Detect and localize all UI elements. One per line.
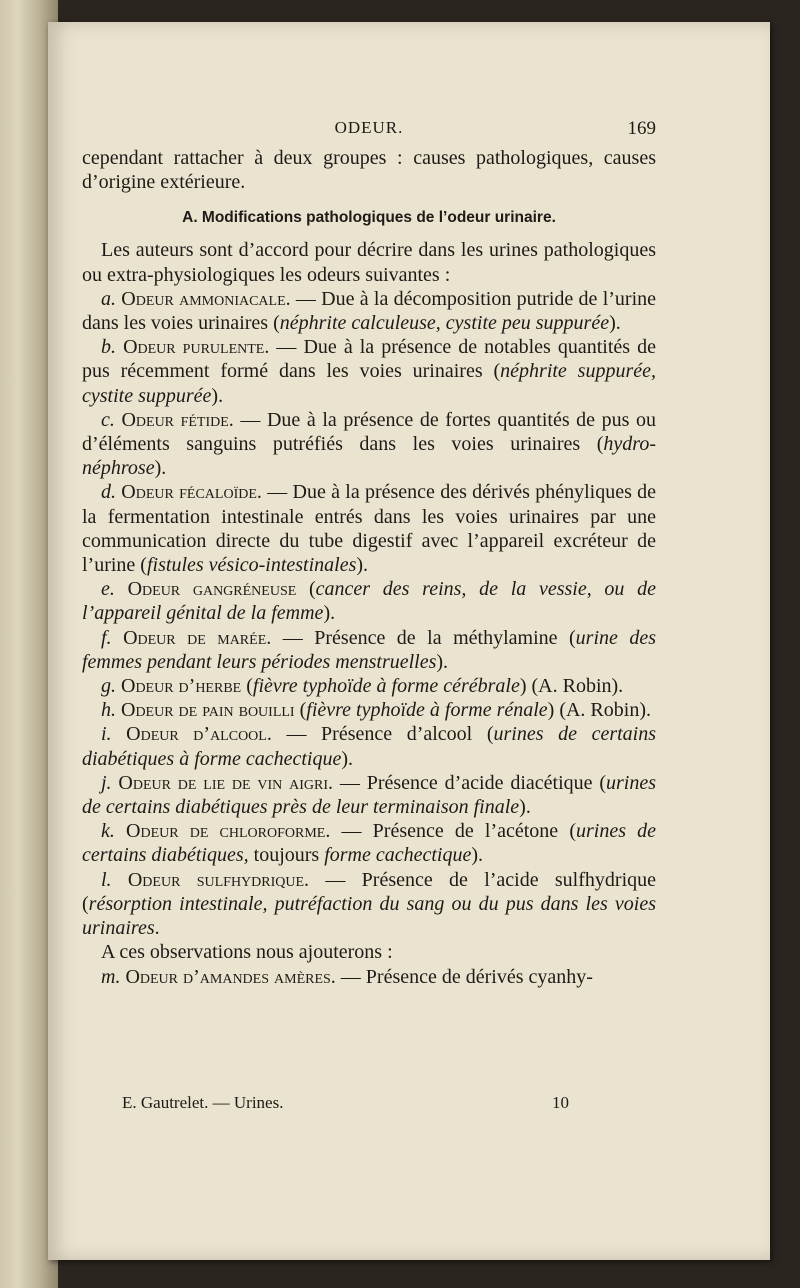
entry-separator: —: [261, 481, 293, 504]
last-entry: [82, 965, 656, 989]
entry-tail: ).: [436, 650, 449, 673]
entry-tail: ).: [211, 384, 224, 407]
entry-tail: ).: [609, 312, 621, 335]
entry-label: k.: [101, 820, 115, 843]
entry-title: Odeur d’herbe: [121, 675, 242, 698]
entry-text: (: [299, 699, 307, 722]
entry-title: Odeur de marée.: [123, 626, 272, 649]
odor-entry: [82, 868, 656, 941]
entry-label: m.: [101, 965, 121, 988]
entry-label: b.: [101, 336, 116, 359]
odor-entry: [82, 819, 656, 867]
entry-separator: —: [335, 965, 366, 988]
page-body: [82, 146, 656, 989]
entry-label: g.: [101, 675, 116, 698]
entry-italic: fièvre typhoïde à forme cérébrale: [252, 675, 520, 698]
entry-italic: urines de certains diabétiques près de leur terminaison finale: [82, 771, 657, 819]
entry-title: Odeur purulente.: [123, 336, 270, 359]
entry-separator: [296, 578, 309, 600]
odor-entry-list: [82, 287, 656, 940]
entry-tail: ).: [341, 747, 354, 770]
entry-title: Odeur ammoniacale.: [121, 287, 291, 310]
page-number: 169: [627, 118, 656, 139]
entry-text: (: [309, 578, 316, 601]
entry-italic: néphrite suppurée, cystite suppurée: [82, 360, 656, 407]
entry-italic: urines de certains diabétiques à forme cachectique: [82, 723, 656, 770]
entry-label: a.: [101, 287, 116, 310]
odor-entry: [82, 335, 656, 408]
entry-label: c.: [101, 408, 115, 431]
entry-title: Odeur fétide.: [121, 408, 234, 431]
entry-italic: fièvre typhoïde à forme rénale: [306, 699, 548, 722]
entry-text: Due à la présence de notables quantités de pus récemment formé dans les voies urinaires (: [82, 336, 657, 383]
entry-title: Odeur d’alcool.: [126, 723, 272, 746]
entry-title: Odeur de chloroforme.: [126, 820, 331, 843]
entry-separator: —: [290, 287, 322, 310]
entry-italic: urine des femmes pendant leurs périodes menstruelles: [82, 626, 657, 673]
page-header: [82, 118, 656, 142]
signature-footer: [82, 1093, 656, 1117]
section-heading: A. Modifications pathologiques de l’odeur urinaire.: [182, 209, 556, 227]
entry-label: e.: [101, 578, 115, 601]
signature-mark: E. Gautrelet. — Urines.: [122, 1093, 284, 1112]
entry-label: j.: [101, 771, 112, 794]
entry-label: f.: [101, 626, 112, 649]
running-head: ODEUR.: [334, 118, 404, 137]
entry-tail: ).: [154, 457, 167, 480]
odor-entry: [82, 674, 656, 698]
odor-entry: [82, 287, 656, 335]
entry-italic: hydro-néphrose: [82, 433, 656, 480]
odor-entry: [82, 626, 656, 674]
entry-separator: —: [333, 771, 367, 794]
entry-title: Odeur fécaloïde.: [121, 481, 262, 504]
entry-title: Odeur sulfhydrique.: [127, 868, 310, 891]
entry-italic: néphrite calculeuse, cystite peu suppurée: [279, 312, 610, 335]
entry-text: Présence de dérivés cyanhy-: [365, 965, 593, 988]
entry-italic: urines de certains diabétiques,: [82, 820, 657, 867]
entry-tail: ).: [356, 554, 369, 577]
odor-entry: [82, 722, 656, 770]
entry-tail: .: [154, 917, 160, 940]
entry-text: Présence de l’acide sulfhydrique (: [82, 868, 656, 915]
entry-separator: —: [269, 336, 304, 359]
entry-separator: —: [330, 820, 373, 843]
entry-text: Présence de l’acétone (: [372, 820, 576, 843]
entry-label: i.: [101, 723, 112, 746]
entry-tail: ) (A. Robin).: [547, 699, 651, 722]
entry-tail: ).: [471, 844, 484, 867]
entry-italic: résorption intestinale, putréfaction du sang ou du pus dans les voies urinaires: [82, 892, 656, 940]
odor-entry: [82, 480, 656, 577]
entry-label: l.: [101, 868, 112, 891]
entry-text: Présence d’alcool (: [321, 723, 494, 746]
entry-separator: —: [309, 868, 362, 891]
entry-text: Due à la présence des dérivés phényliques de la fermentation intestinale entrés dans les voies urinaires par une communication directe du tube digestif avec l’appareil excréteur de l’urine (: [82, 481, 657, 577]
entry-italic: fistules vésico-intestinales: [146, 554, 357, 577]
entry-text: Due à la présence de fortes quantités de pus ou d’éléments sanguins putréfiés dans les voies urinaires (: [82, 408, 656, 456]
entry-title: Odeur gangréneuse: [127, 578, 297, 601]
entry-text: Présence de la méthylamine (: [314, 626, 576, 649]
signature-number: 10: [552, 1093, 569, 1112]
entry-tail: ).: [323, 602, 336, 625]
odor-entry: [82, 771, 656, 819]
entry-tail: ).: [519, 796, 531, 819]
entry-title: Odeur de pain bouilli: [121, 699, 295, 722]
lead-paragraph: Les auteurs sont d’accord pour décrire dans les urines pathologiques ou extra-physiologiques les odeurs suivantes :: [82, 239, 656, 286]
entry-separator: —: [233, 408, 267, 431]
entry-text: Présence d’acide diacétique (: [366, 771, 607, 794]
entry-title: Odeur de lie de vin aigri.: [118, 771, 334, 794]
entry-italic: forme cachectique: [324, 844, 472, 867]
entry-separator: —: [271, 723, 322, 746]
entry-label: h.: [101, 699, 116, 722]
entry-text: Due à la décomposition putride de l’urine dans les voies urinaires (: [82, 287, 656, 335]
entry-italic: cancer des reins, de la vessie, ou de l’appareil génital de la femme: [82, 578, 656, 625]
odor-entry: [82, 698, 656, 722]
odor-entry: [82, 577, 656, 625]
odor-entry: [82, 408, 656, 481]
entry-title: Odeur d’amandes amères.: [125, 965, 336, 988]
entry-text: (: [246, 675, 253, 698]
addition-lead: A ces observations nous ajouterons :: [101, 941, 393, 964]
entry-separator: —: [271, 626, 315, 649]
entry-tail: toujours: [248, 844, 325, 867]
entry-label: d.: [101, 481, 116, 504]
entry-tail: ) (A. Robin).: [519, 675, 624, 698]
intro-paragraph: cependant rattacher à deux groupes : causes pathologiques, causes d’origine extérieure.: [82, 147, 656, 194]
